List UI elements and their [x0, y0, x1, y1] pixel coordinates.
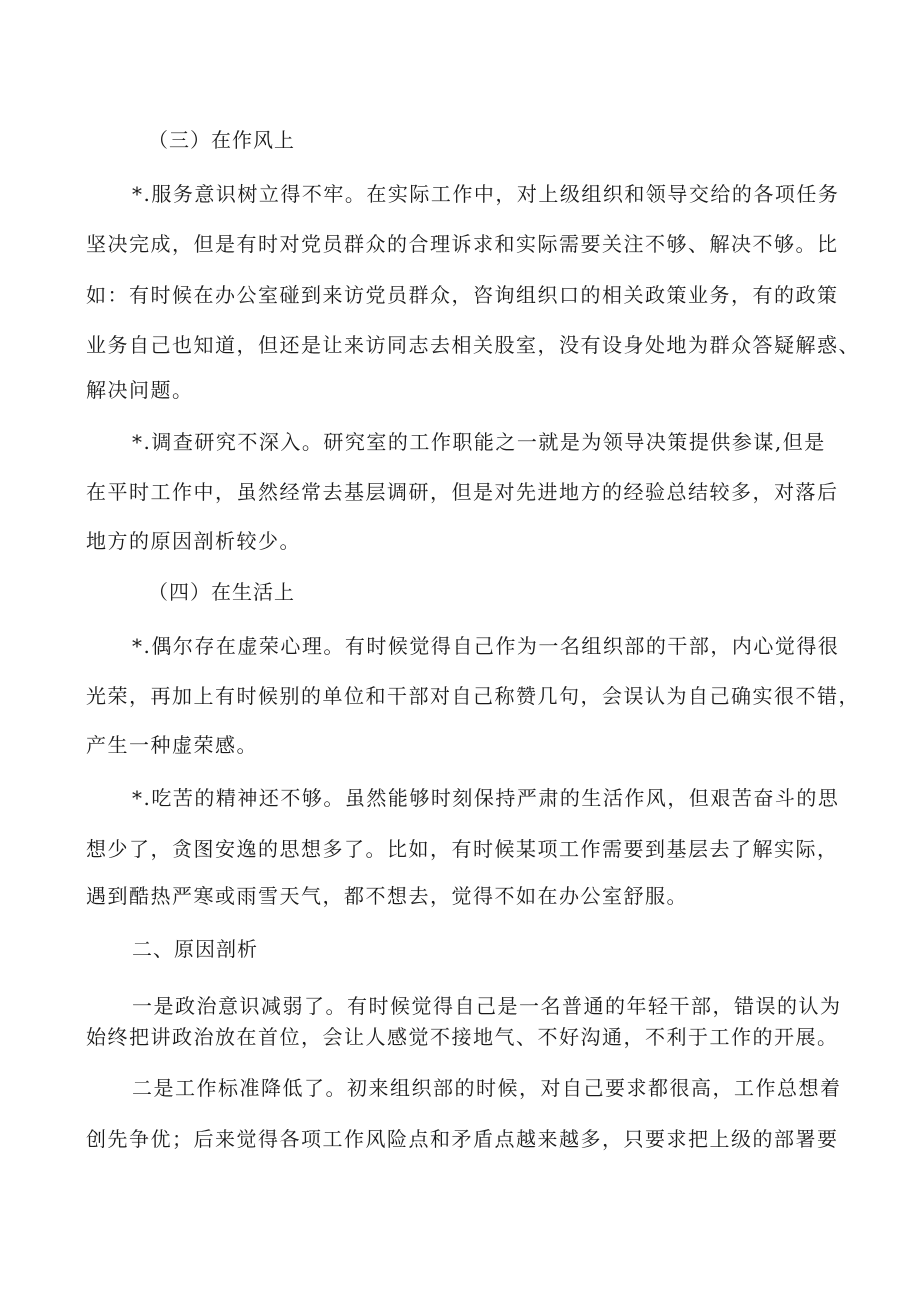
section-heading: 二、原因剖析	[132, 937, 258, 961]
paragraph-line: 创先争优；后来觉得各项工作风险点和矛盾点越来越多，只要求把上级的部署要	[86, 1127, 839, 1151]
paragraph-line: *.偶尔存在虚荣心理。有时候觉得自己作为一名组织部的干部，内心觉得很	[132, 634, 840, 658]
paragraph-line: 在平时工作中，虽然经常去基层调研，但是对先进地方的经验总结较多，对落后	[86, 480, 839, 504]
paragraph-line: 坚决完成，但是有时对党员群众的合理诉求和实际需要关注不够、解决不够。比	[86, 232, 839, 256]
section-heading: （四）在生活上	[148, 580, 295, 604]
paragraph-line: 想少了，贪图安逸的思想多了。比如，有时候某项工作需要到基层去了解实际，	[86, 837, 839, 861]
section-heading: （三）在作风上	[148, 128, 295, 152]
paragraph-line: 始终把讲政治放在首位，会让人感觉不接地气、不好沟通，不利于工作的开展。	[86, 1025, 839, 1049]
paragraph-line: 二是工作标准降低了。初来组织部的时候，对自己要求都很高，工作总想着	[132, 1076, 842, 1100]
paragraph-line: 解决问题。	[86, 378, 194, 402]
paragraph-line: *.调查研究不深入。研究室的工作职能之一就是为领导决策提供参谋,但是	[132, 430, 826, 454]
paragraph-line: 产生一种虚荣感。	[86, 733, 258, 757]
paragraph-line: 地方的原因剖析较少。	[86, 529, 301, 553]
paragraph-line: *.服务意识树立得不牢。在实际工作中，对上级组织和领导交给的各项任务	[132, 182, 840, 206]
paragraph-line: 遇到酷热严寒或雨雪天气，都不想去，觉得不如在办公室舒服。	[86, 884, 688, 908]
paragraph-line: 业务自己也知道，但还是让来访同志去相关股室，没有设身处地为群众答疑解惑、	[86, 333, 860, 357]
paragraph-line: 如：有时候在办公室碰到来访党员群众，咨询组织口的相关政策业务，有的政策	[86, 283, 839, 307]
paragraph-line: 一是政治意识减弱了。有时候觉得自己是一名普通的年轻干部，错误的认为	[132, 994, 842, 1018]
paragraph-line: 光荣，再加上有时候别的单位和干部对自己称赞几句，会误认为自己确实很不错，	[86, 684, 860, 708]
paragraph-line: *.吃苦的精神还不够。虽然能够时刻保持严肃的生活作风，但艰苦奋斗的思	[132, 786, 840, 810]
